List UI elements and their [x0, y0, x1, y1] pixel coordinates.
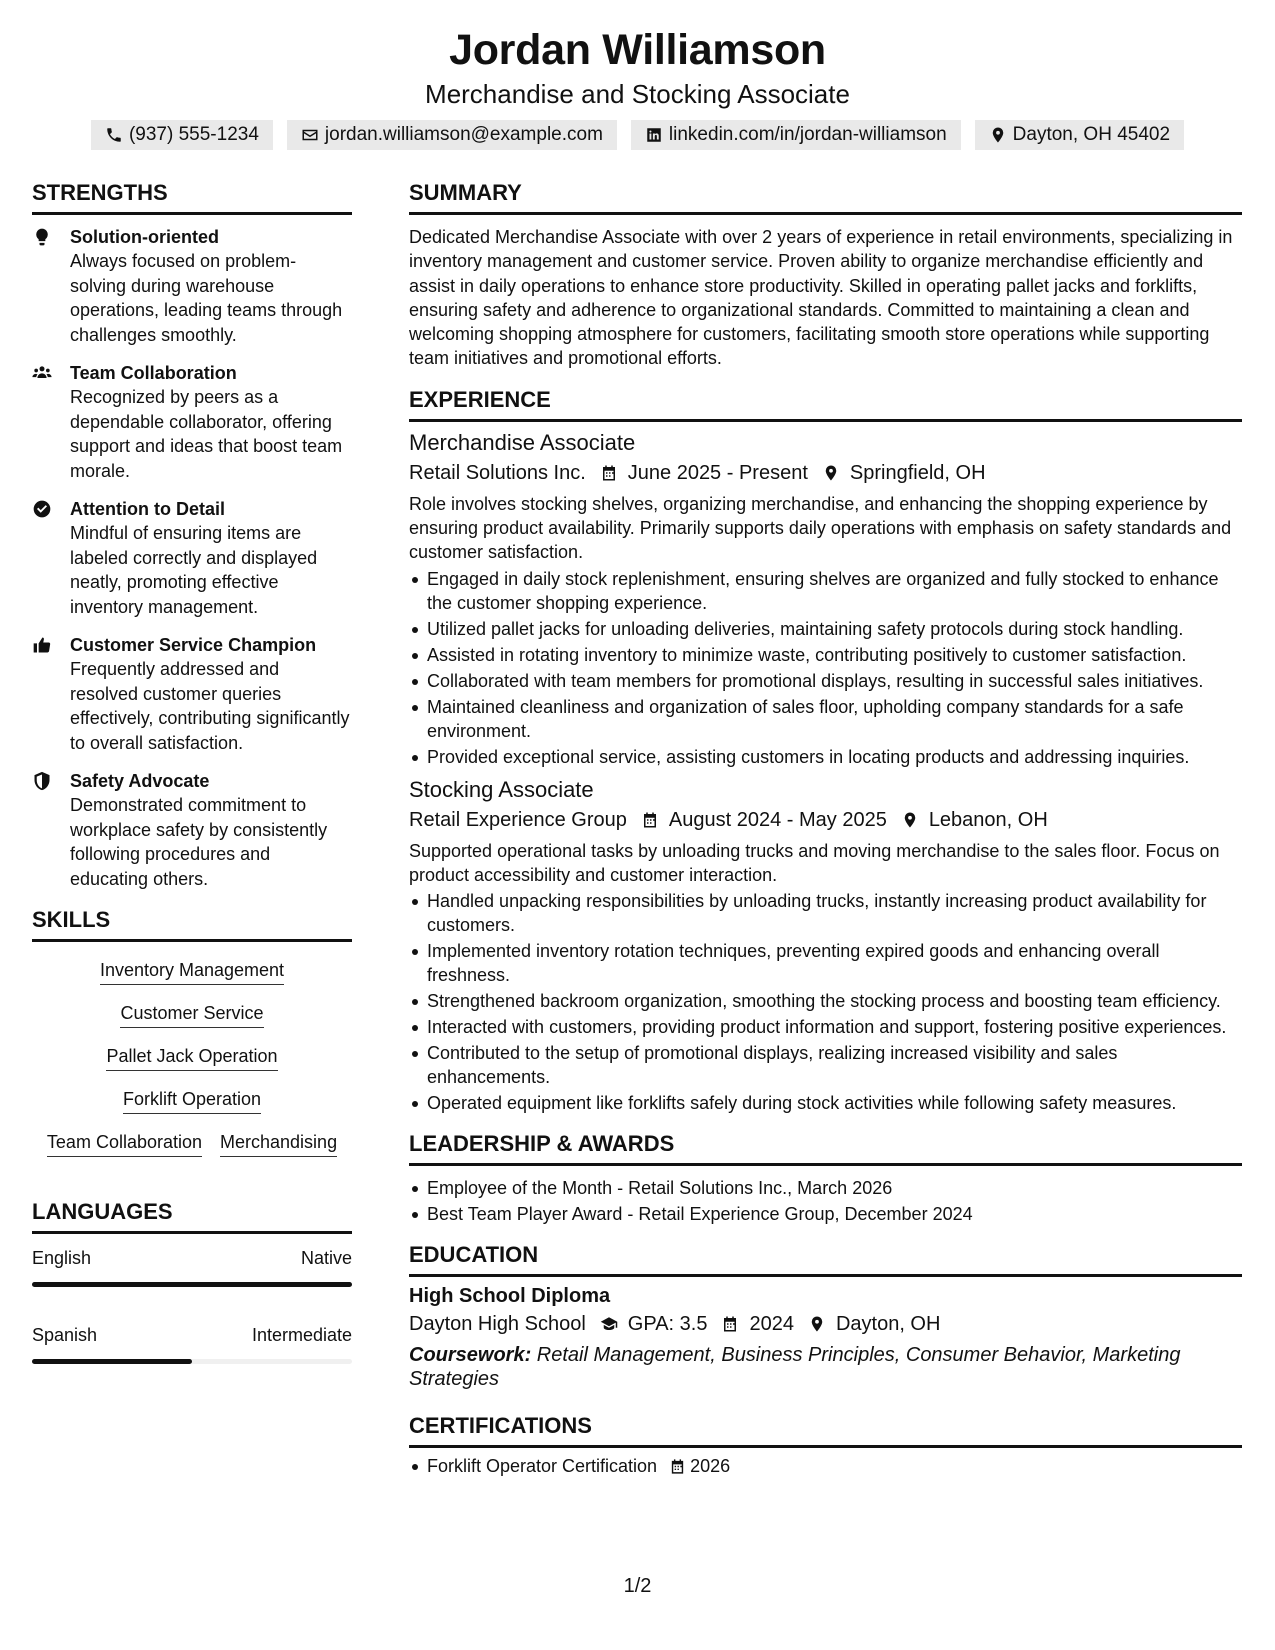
- right-column: [409, 178, 1242, 1480]
- strength-item: [32, 225, 352, 347]
- location-pin-icon: [901, 811, 919, 829]
- education-coursework: [409, 1343, 1242, 1391]
- education-school: Dayton High School: [409, 1313, 586, 1336]
- contact-bar: [0, 120, 1275, 150]
- job-title: Merchandise Associate: [409, 429, 636, 455]
- job-meta: [409, 805, 1242, 835]
- location-pin-icon: [822, 464, 840, 482]
- phone-icon: [105, 126, 123, 144]
- list-item: Implemented inventory rotation techniques, preventing expired goods and enhancing overall freshness.: [409, 939, 1242, 987]
- skill-tag: Team Collaboration: [47, 1130, 202, 1157]
- thumbs-up-icon: [32, 635, 52, 655]
- job-bullets: [409, 889, 1242, 1115]
- graduation-cap-icon: [600, 1315, 618, 1333]
- list-item: Interacted with customers, providing product information and support, fostering positive experiences.: [409, 1015, 1242, 1039]
- contact-linkedin[interactable]: [631, 120, 961, 150]
- job-title: Stocking Associate: [409, 776, 594, 802]
- awards-heading: LEADERSHIP & AWARDS: [409, 1129, 1242, 1166]
- experience-heading: EXPERIENCE: [409, 385, 1242, 422]
- strength-title: Safety Advocate: [70, 771, 210, 791]
- language-name: English: [32, 1248, 92, 1268]
- contact-email[interactable]: [287, 120, 617, 150]
- location-pin-icon: [808, 1315, 826, 1333]
- envelope-icon: [301, 126, 319, 144]
- skills-list: [32, 952, 352, 1167]
- language-name: Spanish: [32, 1325, 98, 1345]
- location-text: Dayton, OH 45402: [1012, 124, 1171, 145]
- calendar-icon: [600, 464, 618, 482]
- job-description: Supported operational tasks by unloading trucks and moving merchandise to the sales floor. Focus on product accessibility and customer interaction.: [409, 840, 1220, 885]
- strengths-heading: STRENGTHS: [32, 178, 352, 215]
- list-item: Operated equipment like forklifts safely during stock activities while following safety measures.: [409, 1091, 1242, 1115]
- coursework-text: Retail Management, Business Principles, Consumer Behavior, Marketing Strategies: [409, 1344, 1181, 1391]
- education-meta: [409, 1309, 1242, 1339]
- job-entry: [409, 428, 1242, 769]
- list-item: Employee of the Month - Retail Solutions Inc., March 2026: [409, 1176, 1242, 1200]
- skill-tag: Inventory Management: [100, 958, 284, 985]
- certification-name: Forklift Operator Certification: [427, 1456, 658, 1477]
- coursework-label: Coursework:: [409, 1344, 532, 1367]
- list-item: Engaged in daily stock replenishment, ensuring shelves are organized and fully stocked to enhance the customer shopping experience.: [409, 567, 1242, 615]
- job-company: Retail Solutions Inc.: [409, 461, 586, 484]
- proficiency-fill: [32, 1359, 192, 1364]
- list-item: Utilized pallet jacks for unloading deliveries, maintaining safety protocols during stock handling.: [409, 617, 1242, 641]
- language-item: [32, 1323, 352, 1364]
- strength-title: Team Collaboration: [70, 363, 237, 383]
- job-meta: [409, 458, 1242, 488]
- education-year: 2024: [749, 1313, 794, 1336]
- summary-text: Dedicated Merchandise Associate with over 2 years of experience in retail environments, specializing in inventory management and customer service. Proven ability to organize merchandise efficiently and assist in daily operations to enhance store productivity. Skilled in operating pallet jacks and forklifts, ensuring safety and adherence to organizational standards. Committed to maintaining a clean and welcoming shopping atmosphere for customers, facilitating smooth store operations while supporting team initiatives and promotional efforts.: [409, 227, 1233, 369]
- people-group-icon: [32, 363, 52, 383]
- strength-desc: Demonstrated commitment to workplace safety by consistently following procedures and educating others.: [70, 795, 328, 889]
- skill-tag: Forklift Operation: [123, 1087, 261, 1114]
- certifications-list: [409, 1454, 1242, 1478]
- linkedin-icon: [645, 126, 663, 144]
- email-text: jordan.williamson@example.com: [324, 124, 603, 145]
- strength-desc: Frequently addressed and resolved customer queries effectively, contributing significantly to overall satisfaction.: [70, 659, 350, 753]
- list-item: Strengthened backroom organization, smoothing the stocking process and boosting team efficiency.: [409, 989, 1242, 1013]
- contact-location: [975, 120, 1184, 150]
- list-item: Collaborated with team members for promotional displays, resulting in successful sales initiatives.: [409, 669, 1242, 693]
- strength-desc: Always focused on problem-solving during warehouse operations, leading teams through challenges smoothly.: [70, 251, 343, 345]
- calendar-icon: [721, 1315, 739, 1333]
- language-proficiency-bar: [32, 1359, 352, 1364]
- education-gpa: GPA: 3.5: [627, 1313, 708, 1336]
- shield-icon: [32, 771, 52, 791]
- strength-title: Customer Service Champion: [70, 635, 317, 655]
- job-dates: June 2025 - Present: [627, 461, 808, 484]
- strength-desc: Recognized by peers as a dependable collaborator, offering support and ideas that boost team morale.: [70, 387, 343, 481]
- list-item: Best Team Player Award - Retail Experience Group, December 2024: [409, 1202, 1242, 1226]
- left-column: [32, 178, 352, 1364]
- calendar-icon: [669, 1458, 686, 1475]
- job-bullets: [409, 567, 1242, 769]
- education-degree: High School Diploma: [409, 1285, 611, 1308]
- calendar-icon: [641, 811, 659, 829]
- strength-title: Attention to Detail: [70, 499, 225, 519]
- linkedin-text: linkedin.com/in/jordan-williamson: [668, 124, 947, 145]
- resume-header: [0, 0, 1275, 150]
- language-level: Native: [300, 1248, 352, 1268]
- job-company: Retail Experience Group: [409, 808, 627, 831]
- job-location: Lebanon, OH: [928, 808, 1048, 831]
- skill-tag: Merchandising: [220, 1130, 337, 1157]
- skill-tag: Customer Service: [120, 1001, 263, 1028]
- languages-heading: LANGUAGES: [32, 1197, 352, 1234]
- page-number: 1/2: [623, 1575, 652, 1597]
- job-location: Springfield, OH: [849, 461, 986, 484]
- list-item: Contributed to the setup of promotional displays, realizing increased visibility and sales enhancements.: [409, 1041, 1242, 1089]
- lightbulb-icon: [32, 227, 52, 247]
- language-proficiency-bar: [32, 1282, 352, 1287]
- skills-heading: SKILLS: [32, 905, 352, 942]
- location-pin-icon: [989, 126, 1007, 144]
- candidate-name: Jordan Williamson: [449, 26, 826, 74]
- language-item: [32, 1246, 352, 1287]
- phone-text: (937) 555-1234: [128, 124, 259, 145]
- proficiency-fill: [32, 1282, 352, 1287]
- job-dates: August 2024 - May 2025: [668, 808, 887, 831]
- strength-title: Solution-oriented: [70, 227, 219, 247]
- list-item: Handled unpacking responsibilities by unloading trucks, instantly increasing product availability for customers.: [409, 889, 1242, 937]
- list-item: [409, 1454, 1242, 1478]
- education-location: Dayton, OH: [835, 1313, 941, 1336]
- job-entry: [409, 775, 1242, 1116]
- list-item: Maintained cleanliness and organization of sales floor, upholding company standards for a safe environment.: [409, 695, 1242, 743]
- education-heading: EDUCATION: [409, 1240, 1242, 1277]
- strength-item: [32, 361, 352, 483]
- language-level: Intermediate: [251, 1325, 352, 1345]
- job-description: Role involves stocking shelves, organizing merchandise, and enhancing the shopping experience by ensuring product availability. Primarily supports daily operations with emphasis on safety standards and customer satisfaction.: [409, 493, 1232, 563]
- strength-item: [32, 769, 352, 891]
- list-item: Provided exceptional service, assisting customers in locating products and addressing inquiries.: [409, 745, 1242, 769]
- summary-heading: SUMMARY: [409, 178, 1242, 215]
- strength-item: [32, 497, 352, 619]
- certifications-heading: CERTIFICATIONS: [409, 1411, 1242, 1448]
- awards-list: [409, 1176, 1242, 1226]
- check-circle-icon: [32, 499, 52, 519]
- contact-phone: [91, 120, 273, 150]
- candidate-title: Merchandise and Stocking Associate: [425, 79, 850, 109]
- strength-item: [32, 633, 352, 755]
- certification-year: 2026: [690, 1456, 731, 1477]
- list-item: Assisted in rotating inventory to minimize waste, contributing positively to customer satisfaction.: [409, 643, 1242, 667]
- skill-tag: Pallet Jack Operation: [106, 1044, 277, 1071]
- strength-desc: Mindful of ensuring items are labeled correctly and displayed neatly, promoting effective inventory management.: [70, 523, 318, 617]
